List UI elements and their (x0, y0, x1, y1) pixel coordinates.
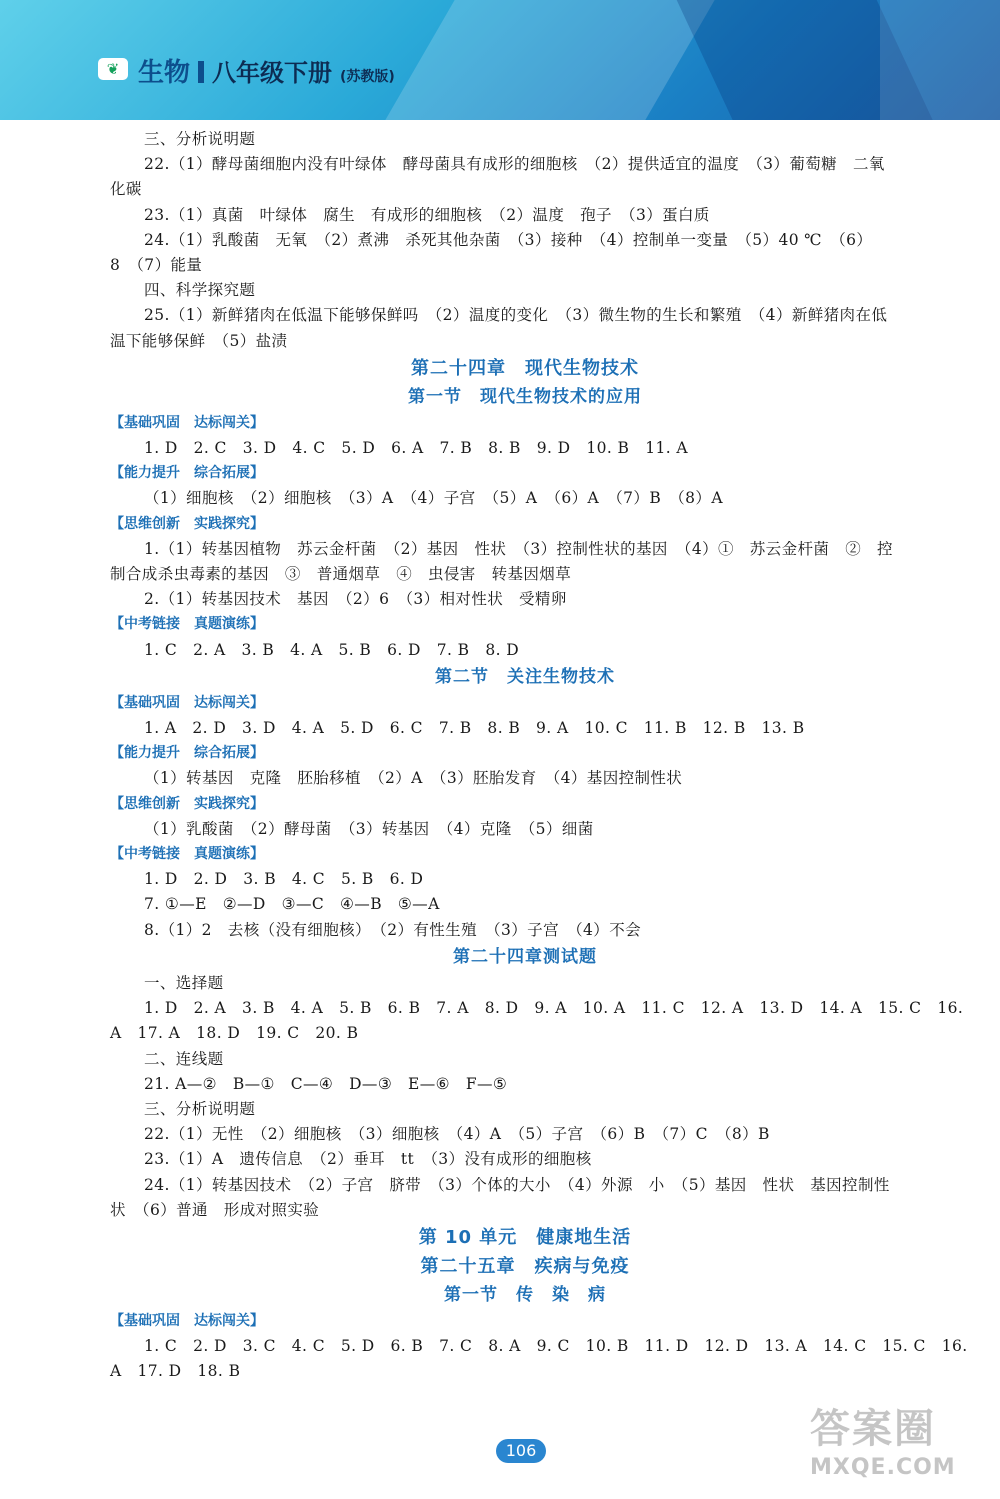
title-separator (198, 61, 204, 83)
answer-line: 三、分析说明题 (144, 130, 256, 148)
answer-line: 1.（1）转基因植物 苏云金杆菌 （2）基因 性状 （3）控制性状的基因 （4）① 苏云金杆菌 ② 控 (144, 539, 893, 558)
section-tag: 【中考链接 真题演练】 (110, 616, 264, 633)
chapter-heading: 第二十五章 疾病与免疫 (420, 1255, 630, 1277)
header-decoration (362, 0, 737, 120)
watermark (810, 1405, 990, 1495)
section-heading: 第一节 现代生物技术的应用 (408, 386, 642, 407)
section-tag: 【基础巩固 达标闯关】 (110, 694, 264, 711)
section-tag: 【基础巩固 达标闯关】 (110, 414, 264, 431)
answer-line: （1）细胞核 （2）细胞核 （3）A （4）子宫 （5）A （6）A （7）B （8）A (144, 489, 723, 508)
answer-line: 22.（1）无性 （2）细胞核 （3）细胞核 （4）A （5）子宫 （6）B （7）C （8）B (144, 1125, 770, 1144)
answer-line: 25.（1）新鲜猪肉在低温下能够保鲜吗 （2）温度的变化 （3）微生物的生长和繁殖 （4）新鲜猪肉在低 (144, 306, 888, 325)
answer-line-continued: 状 （6）普通 形成对照实验 (110, 1200, 320, 1219)
subject-label: 生物 (138, 58, 191, 88)
answer-line-continued: 8 （7）能量 (110, 256, 203, 275)
answer-line: 7. ①—E ②—D ③—C ④—B ⑤—A (144, 895, 440, 914)
grade-label: 八年级下册 (212, 59, 333, 87)
answer-line: 二、连线题 (144, 1049, 224, 1068)
leaf-logo-icon: ❦ (98, 58, 128, 80)
section-tag: 【中考链接 真题演练】 (110, 846, 264, 863)
section-tag: 【思维创新 实践探究】 (110, 795, 264, 812)
answer-line: 1. C 2. A 3. B 4. A 5. B 6. D 7. B 8. D (144, 640, 520, 659)
answer-line: 8.（1）2 去核（没有细胞核） （2）有性生殖 （3）子宫 （4）不会 (144, 920, 641, 939)
page-header-banner (0, 0, 1000, 120)
answer-line: 23.（1）A 遗传信息 （2）垂耳 tt （3）没有成形的细胞核 (144, 1150, 592, 1169)
answer-key-content (110, 127, 968, 1385)
chapter-heading: 第二十四章 现代生物技术 (411, 357, 639, 379)
page-number: 106 (496, 1439, 546, 1463)
answer-line: 1. D 2. A 3. B 4. A 5. B 6. B 7. A 8. D 9. A 10. A 11. C 12. A 13. D 14. A 15. C 16. (144, 999, 964, 1018)
answer-line: 1. C 2. D 3. C 4. C 5. D 6. B 7. C 8. A 9. C 10. B 11. D 12. D 13. A 14. C 15. C 16. (144, 1337, 968, 1356)
answer-line: 2.（1）转基因技术 基因 （2）6 （3）相对性状 受精卵 (144, 590, 567, 609)
answer-line: （1）乳酸菌 （2）酵母菌 （3）转基因 （4）克隆 （5）细菌 (144, 819, 594, 838)
answer-line-continued: 制合成杀虫毒素的基因 ③ 普通烟草 ④ 虫侵害 转基因烟草 (110, 565, 572, 584)
answer-line: 24.（1）乳酸菌 无氧 （2）煮沸 杀死其他杂菌 （3）接种 （4）控制单一变量 （5）40 ℃ （6） (144, 230, 873, 249)
header-title (138, 52, 395, 89)
chapter-heading: 第 10 单元 健康地生活 (418, 1226, 632, 1248)
edition-label: (苏教版) (340, 69, 395, 85)
section-tag: 【能力提升 综合拓展】 (110, 465, 264, 482)
section-tag: 【基础巩固 达标闯关】 (110, 1312, 264, 1329)
section-tag: 【能力提升 综合拓展】 (110, 745, 264, 762)
answer-line-continued: 化碳 (110, 180, 142, 199)
section-heading: 第二节 关注生物技术 (435, 666, 615, 687)
answer-line: 23.（1）真菌 叶绿体 腐生 有成形的细胞核 （2）温度 孢子 （3）蛋白质 (144, 205, 710, 224)
answer-line: 24.（1）转基因技术 （2）子宫 脐带 （3）个体的大小 （4）外源 小 （5）基因 性状 基因控制性 (144, 1175, 890, 1194)
answer-line: 22.（1）酵母菌细胞内没有叶绿体 酵母菌具有成形的细胞核 （2）提供适宜的温度 （3）葡萄糖 二氧 (144, 155, 885, 174)
section-heading: 第一节 传 染 病 (444, 1284, 606, 1305)
header-decoration (880, 0, 1000, 120)
section-tag: 【思维创新 实践探究】 (110, 515, 264, 532)
watermark-mark: 答案圈 (810, 1406, 936, 1452)
answer-line-continued: A 17. A 18. D 19. C 20. B (110, 1024, 359, 1043)
answer-line: 三、分析说明题 (144, 1099, 256, 1118)
answer-line: （1）转基因 克隆 胚胎移植 （2）A （3）胚胎发育 （4）基因控制性状 (144, 769, 683, 788)
answer-line-continued: 温下能够保鲜 （5）盐渍 (110, 331, 288, 350)
answer-line: 四、科学探究题 (144, 281, 256, 300)
answer-line-continued: A 17. D 18. B (110, 1362, 241, 1381)
answer-line: 1. A 2. D 3. D 4. A 5. D 6. C 7. B 8. B 9. A 10. C 11. B 12. B 13. B (144, 719, 805, 738)
watermark-url: MXQE.COM (810, 1455, 956, 1480)
answer-line: 21. A—② B—① C—④ D—③ E—⑥ F—⑤ (144, 1074, 508, 1093)
section-heading: 第二十四章测试题 (453, 946, 597, 967)
answer-line: 一、选择题 (144, 973, 224, 992)
answer-line: 1. D 2. C 3. D 4. C 5. D 6. A 7. B 8. B 9. D 10. B 11. A (144, 439, 688, 458)
answer-line: 1. D 2. D 3. B 4. C 5. B 6. D (144, 870, 424, 889)
